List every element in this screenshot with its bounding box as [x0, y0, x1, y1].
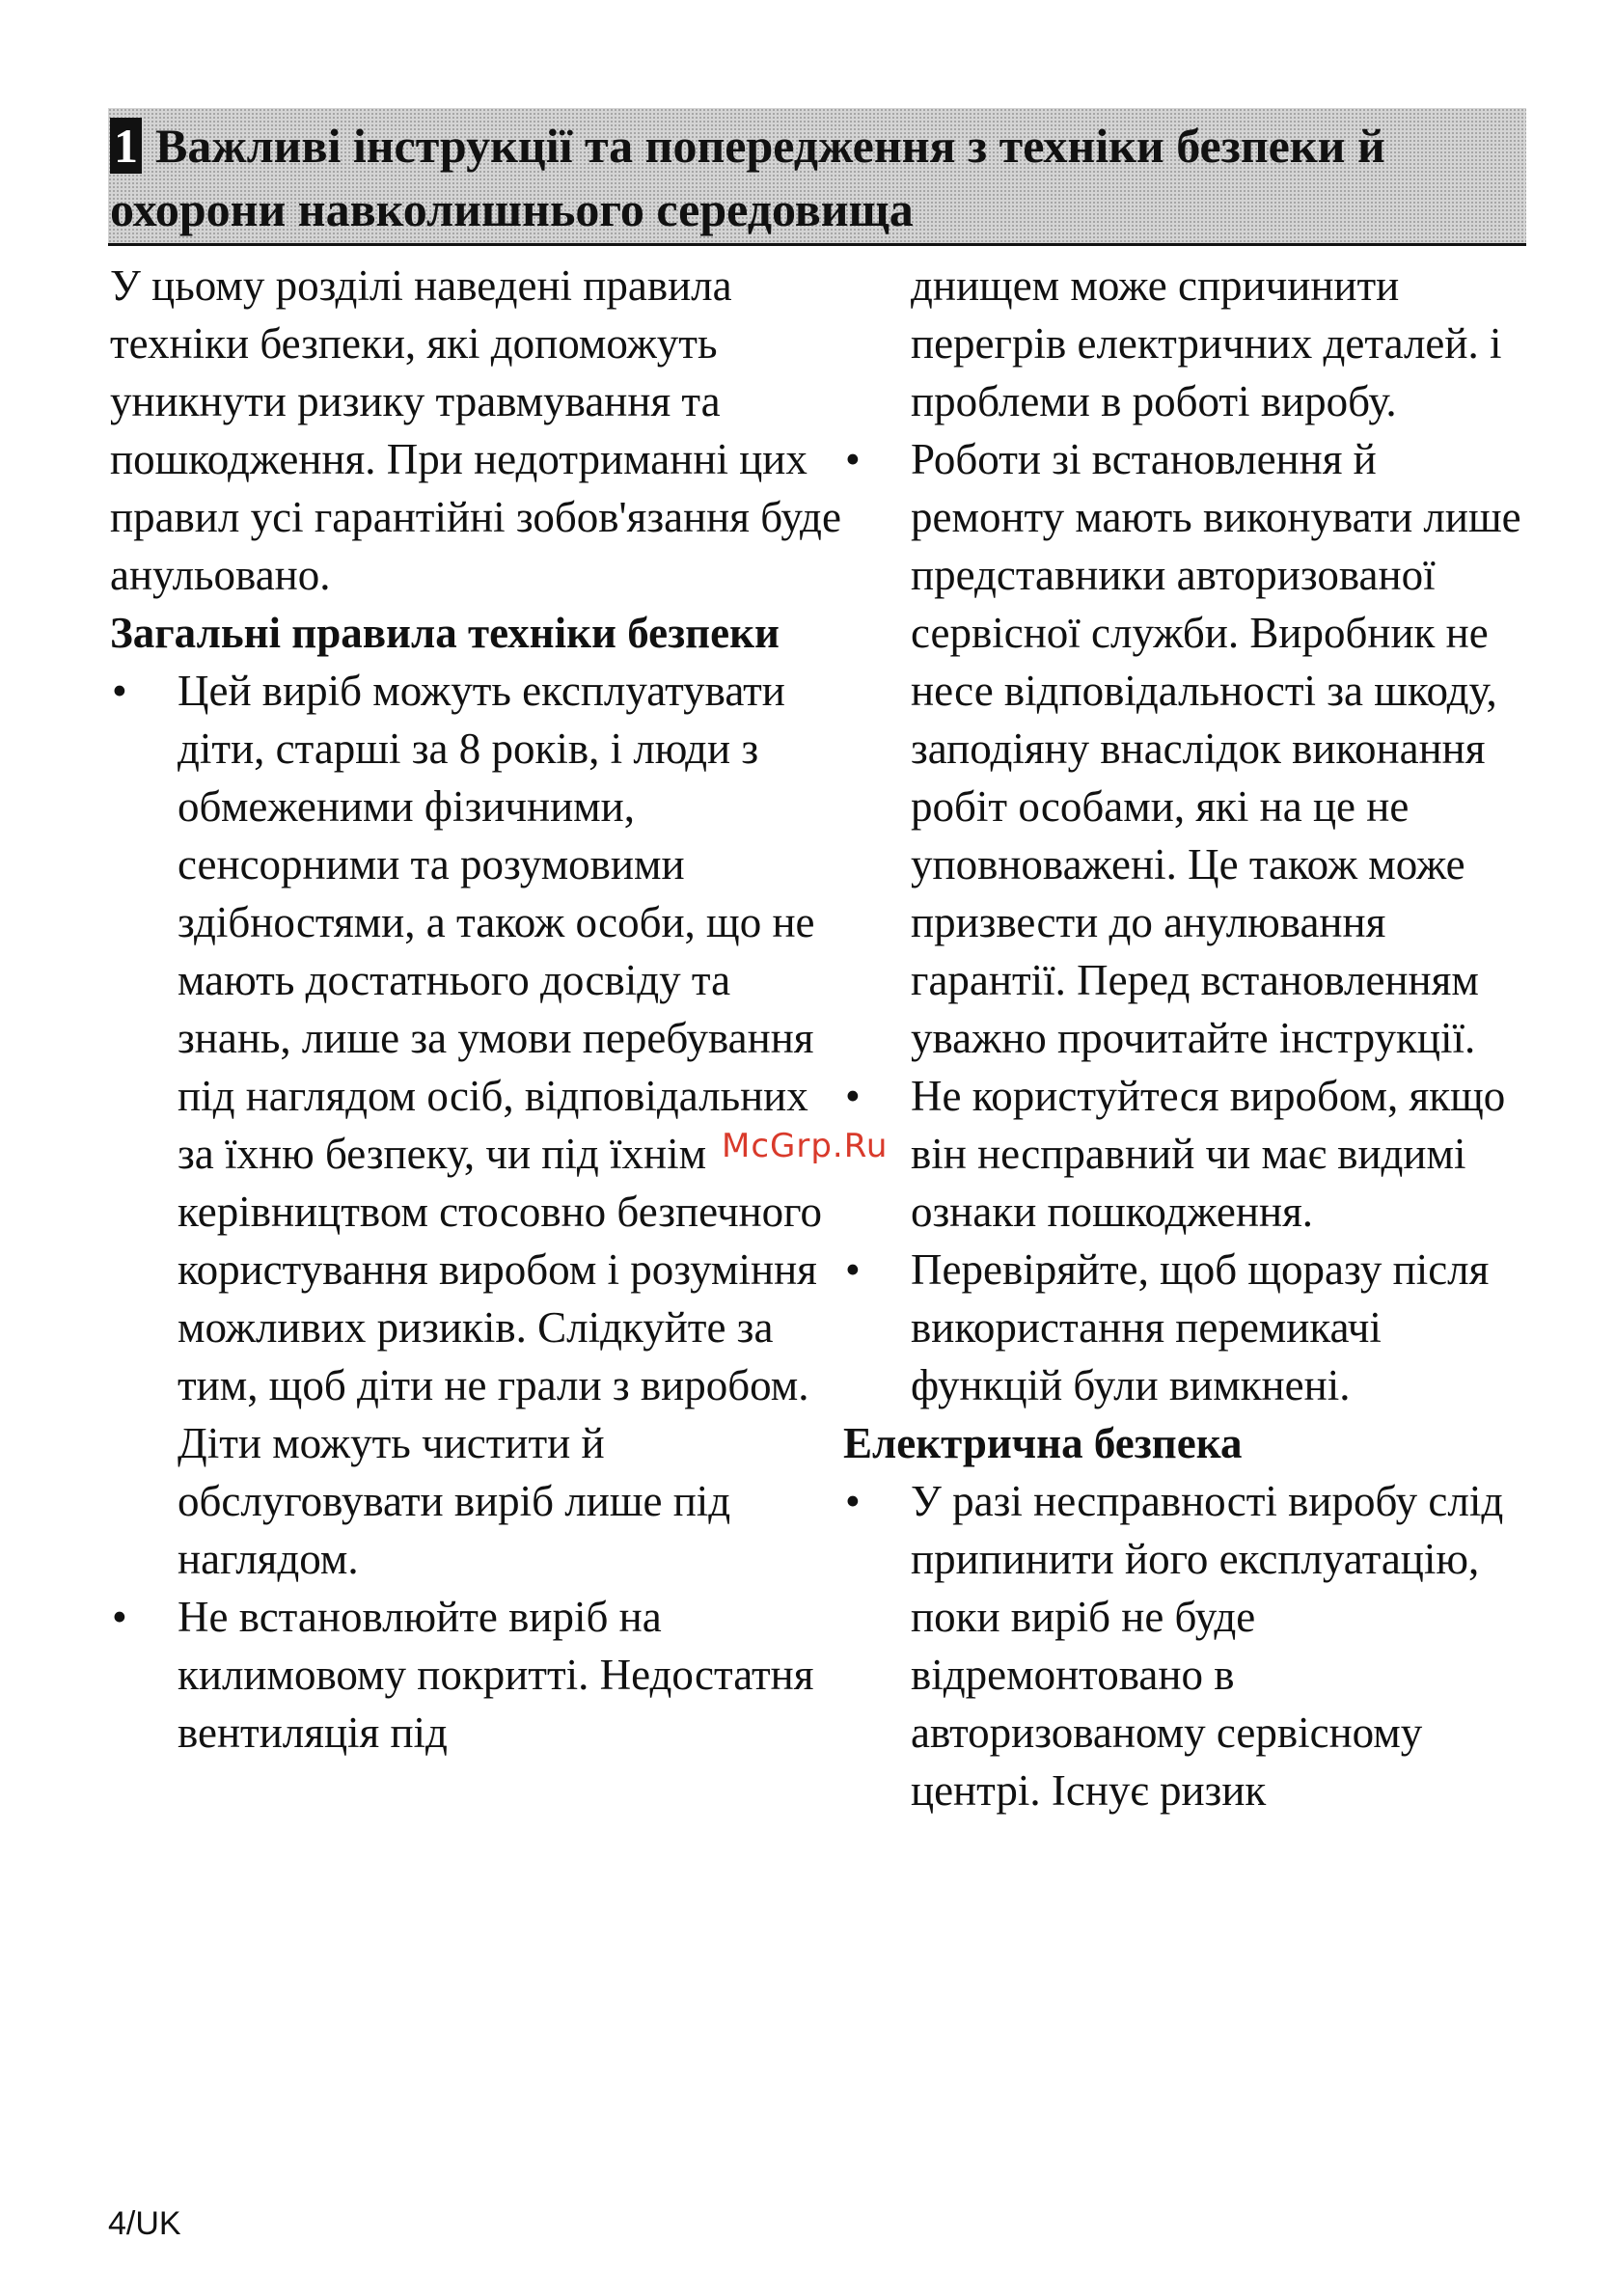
bullet-icon: • [845, 1477, 861, 1525]
list-item-text: У разі несправності виробу слід припинити його експлуатацію, поки виріб не буде відремонтовано в авторизованому сервісному центрі. Існує ризик [911, 1477, 1504, 1815]
bullet-icon: • [112, 1593, 127, 1641]
list-item [843, 430, 1538, 1067]
electrical-safety-heading: Електрична безпека [843, 1419, 1243, 1467]
list-item-text: Роботи зі встановлення й ремонту мають виконувати лише представники авторизованої сервісної служби. Виробник не несе відповідальності за шкоду, заподіяну внаслідок виконання робіт особами, які на це не уповноважені. Це також може призвести до анулювання гарантії. Перед встановленням уважно прочитайте інструкції. [911, 435, 1521, 1062]
general-safety-list-continued [843, 430, 1538, 1414]
electrical-safety-list [843, 1472, 1538, 1819]
list-item-text: Перевіряйте, щоб щоразу після використання перемикачі функцій були вимкнені. [911, 1245, 1490, 1409]
list-item [110, 1588, 843, 1762]
list-item-text: Цей виріб можуть експлуатувати діти, старші за 8 років, і люди з обмеженими фізичними, сенсорними та розумовими здібностями, а також особи, що не мають достатнього досвіду та знань, лише за умови перебування під наглядом осіб, відповідальних за їхню безпеку, чи під їхнім керівництвом стосовно безпечного користування виробом і розуміння можливих ризиків. Слідкуйте за тим, щоб діти не грали з виробом. Діти можуть чистити й обслуговувати виріб лише під наглядом. [178, 667, 822, 1583]
intro-paragraph: У цьому розділі наведені правила техніки безпеки, які допоможуть уникнути ризику травмування та пошкодження. При недотриманні цих правил усі гарантійні зобов'язання буде анульовано. [110, 261, 841, 599]
bullet-icon: • [845, 1245, 861, 1294]
general-safety-heading: Загальні правила техніки безпеки [110, 609, 780, 657]
list-item [110, 662, 843, 1588]
left-column [110, 257, 843, 1762]
right-column [843, 257, 1538, 1819]
bullet-icon: • [845, 435, 861, 483]
watermark: McGrp.Ru [722, 1127, 889, 1165]
continued-list-text: днищем може спричинити перегрів електричних деталей. і проблеми в роботі виробу. [911, 261, 1502, 425]
section-heading [110, 114, 1519, 241]
bullet-icon: • [845, 1072, 861, 1120]
bullet-icon: • [112, 667, 127, 715]
chapter-number: 1 [110, 118, 142, 174]
general-safety-list [110, 662, 843, 1762]
list-item [843, 1067, 1538, 1241]
list-item-text: Не користуйтеся виробом, якщо він несправний чи має видимі ознаки пошкодження. [911, 1072, 1506, 1236]
list-item [843, 1241, 1538, 1414]
list-item [843, 1472, 1538, 1819]
section-title: Важливі інструкції та попередження з техніки безпеки й охорони навколишнього середовища [110, 119, 1385, 236]
page-number: 4/UK [108, 2205, 181, 2242]
list-item-text: Не встановлюйте виріб на килимовому покритті. Недостатня вентиляція під [178, 1593, 814, 1757]
